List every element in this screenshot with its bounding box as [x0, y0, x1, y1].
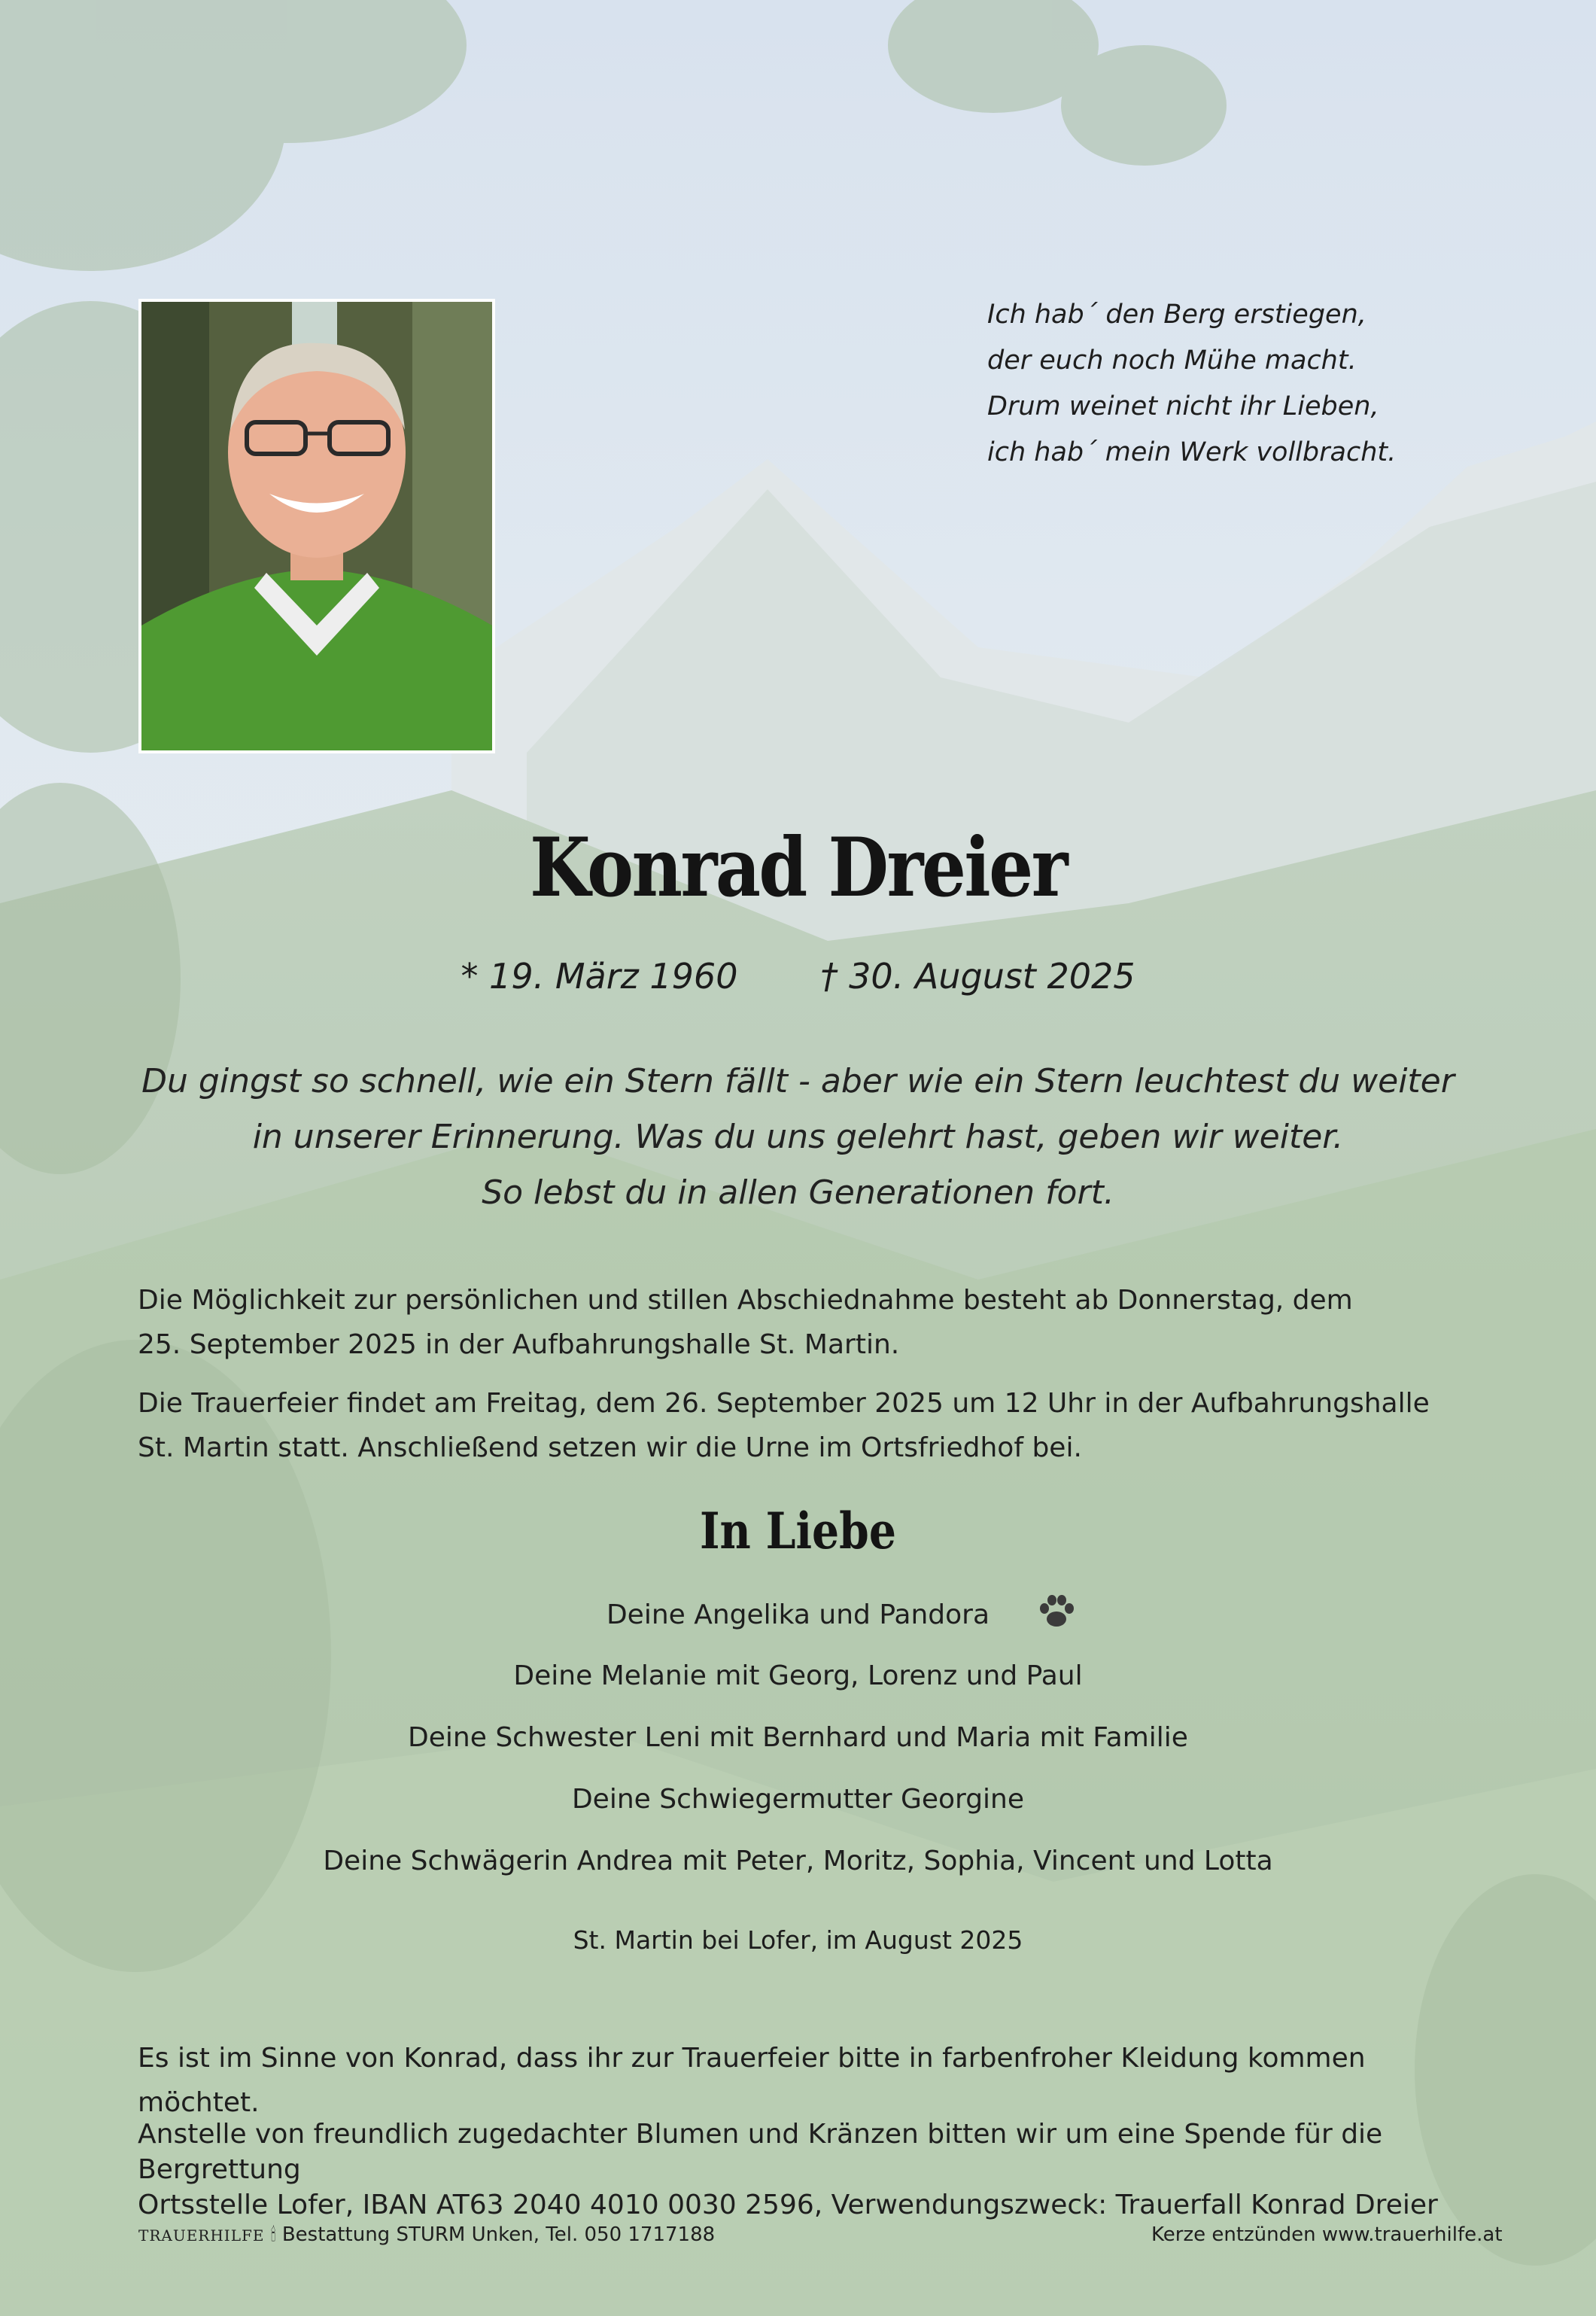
dress-note: Es ist im Sinne von Konrad, dass ihr zur Trauerfeier bitte in farbenfroher Kleidung kommen möchtet.	[138, 2043, 1366, 2118]
mourner-line: Deine Schwiegermutter Georgine	[571, 1784, 1025, 1815]
mourners-heading: In Liebe	[700, 1502, 896, 1560]
poem	[987, 292, 1514, 476]
portrait-photo	[138, 299, 495, 753]
candle-logo-icon: 🕯︎	[270, 2224, 276, 2245]
quote-line: in unserer Erinnerung. Was du uns gelehrt hast, geben wir weiter.	[252, 1118, 1344, 1156]
info-line: Die Möglichkeit zur persönlichen und stillen Abschiednahme besteht ab Donnerstag, dem	[138, 1285, 1353, 1316]
poem-line: Ich hab´ den Berg erstiegen,	[987, 300, 1366, 330]
donation-note	[138, 2117, 1492, 2223]
candle-link[interactable]: Kerze entzünden www.trauerhilfe.at	[1151, 2223, 1503, 2246]
donation-line: Ortsstelle Lofer, IBAN AT63 2040 4010 0030 2596, Verwendungszweck: Trauerfall Konrad Dreier	[138, 2190, 1438, 2220]
viewing-info	[138, 1278, 1492, 1367]
quote-line: So lebst du in allen Generationen fort.	[482, 1173, 1114, 1212]
place-date: St. Martin bei Lofer, im August 2025	[573, 1925, 1023, 1955]
poem-line: Drum weinet nicht ihr Lieben,	[987, 391, 1379, 422]
deceased-name: Konrad Dreier	[530, 820, 1066, 915]
death-date: † 30. August 2025	[820, 956, 1135, 997]
birth-date: * 19. März 1960	[461, 956, 738, 997]
life-dates	[0, 956, 1596, 997]
mourner-line: Deine Angelika und Pandora	[606, 1599, 990, 1630]
trauerhilfe-logo: TRAUERHILFE	[138, 2226, 265, 2244]
poem-line: ich hab´ mein Werk vollbracht.	[987, 437, 1397, 467]
info-line: Die Trauerfeier findet am Freitag, dem 26. September 2025 um 12 Uhr in der Aufbahrungshalle	[138, 1388, 1430, 1419]
undertaker-contact: Bestattung STURM Unken, Tel. 050 1717188	[281, 2223, 716, 2246]
paw-print-icon	[1035, 1590, 1078, 1633]
mourner-line: Deine Schwester Leni mit Bernhard und Maria mit Familie	[408, 1722, 1188, 1753]
poem-line: der euch noch Mühe macht.	[987, 345, 1357, 376]
memorial-quote	[0, 1054, 1596, 1221]
quote-line: Du gingst so schnell, wie ein Stern fällt - aber wie ein Stern leuchtest du weiter	[141, 1062, 1455, 1100]
info-line: 25. September 2025 in der Aufbahrungshalle St. Martin.	[138, 1329, 900, 1360]
donation-line: Anstelle von freundlich zugedachter Blumen und Kränzen bitten wir um eine Spende für die Bergrettung	[138, 2119, 1383, 2185]
footer-undertaker	[138, 2223, 715, 2246]
info-line: St. Martin statt. Anschließend setzen wir die Urne im Ortsfriedhof bei.	[138, 1432, 1082, 1463]
ceremony-info	[138, 1381, 1492, 1470]
mourner-line: Deine Schwägerin Andrea mit Peter, Moritz, Sophia, Vincent und Lotta	[323, 1846, 1273, 1876]
mourner-line: Deine Melanie mit Georg, Lorenz und Paul	[513, 1660, 1083, 1691]
